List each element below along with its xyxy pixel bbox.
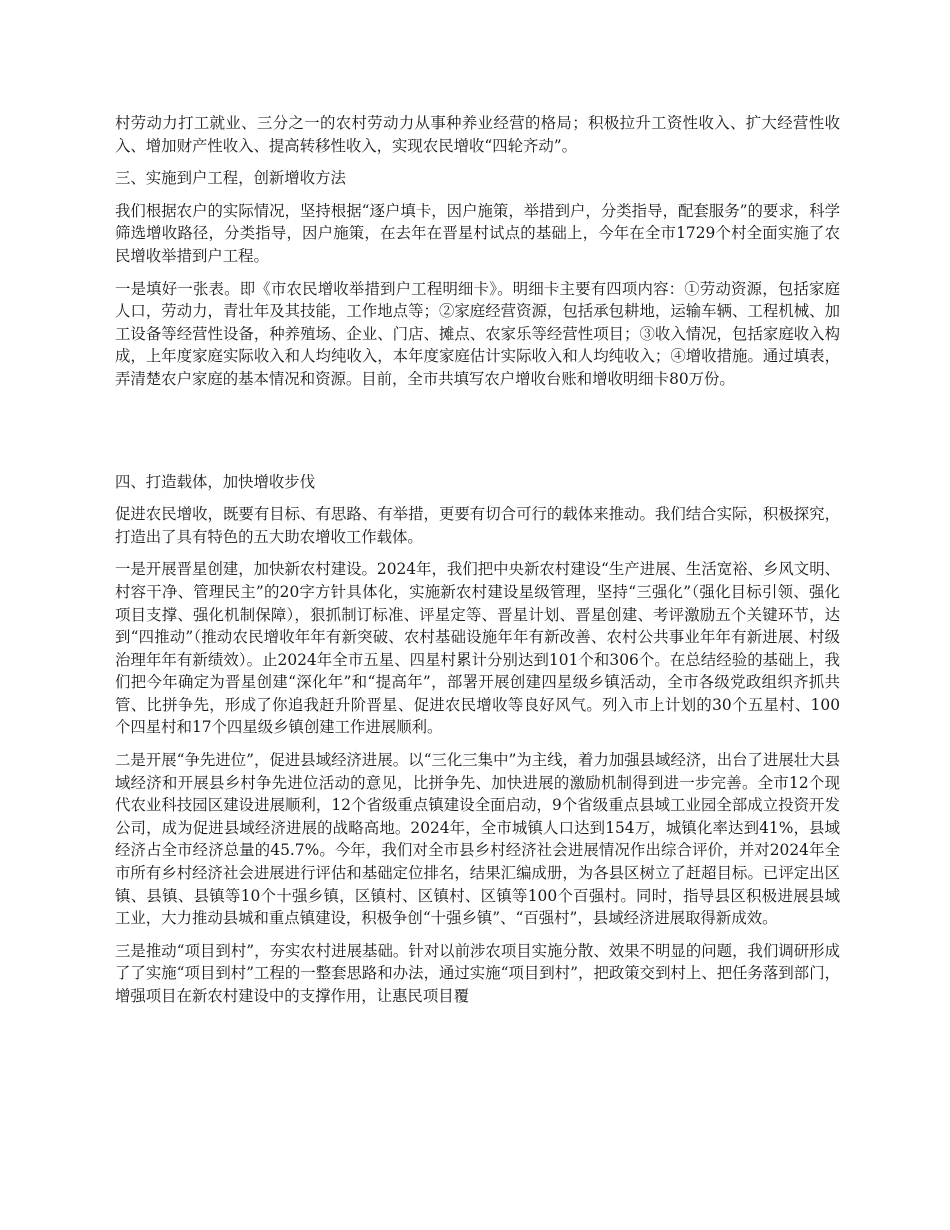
paragraph-county-economy: 二是开展“争先进位”，促进县域经济进展。以“三化三集中”为主线，着力加强县域经济，出台了进展壮大县域经济和开展县乡村争先进位活动的意见，比拼争先、加快进展的激励机制得到进一步完善。全市12个现代农业科技园区建设进展顺利，12个省级重点镇建设全面启动，9个省级重点县域工业园全部成立投资开发公司，成为促进县域经济进展的战略高地。2024年，全市城镇人口达到154万，城镇化率达到41%，县域经济占全市经济总量的45.7%。今年，我们对全市县乡村经济社会进展情况作出综合评价，并对2024年全市所有乡村经济社会进展进行评估和基础定位排名，结果汇编成册，为各县区树立了赶超目标。已评定出区镇、县镇、县镇等10个十强乡镇，区镇村、区镇村、区镇等100个百强村。同时，指导县区积极进展县域工业，大力推动县城和重点镇建设，积极争创“十强乡镇”、“百强村”，县域经济进展取得新成效。	[115, 751, 840, 928]
page-gap	[115, 401, 840, 471]
paragraph-projects-to-village: 三是推动“项目到村”，夯实农村进展基础。针对以前涉农项目实施分散、效果不明显的问题，我们调研形成了了实施“项目到村”工程的一整套思路和办法，通过实施“项目到村”，把政策交到村上、把任务落到部门，增强项目在新农村建设中的支撑作用，让惠民项目覆	[115, 941, 840, 1005]
paragraph-labor-structure: 村劳动力打工就业、三分之一的农村劳动力从事种养业经营的格局；积极拉升工资性收入、扩大经营性收入、增加财产性收入、提高转移性收入，实现农民增收“四轮齐动”。	[115, 114, 840, 155]
paragraph-detail-card: 一是填好一张表。即《市农民增收举措到户工程明细卡》。明细卡主要有四项内容：①劳动资源，包括家庭人口，劳动力，青壮年及其技能，工作地点等；②家庭经营资源，包括承包耕地，运输车辆、工程机械、加工设备等经营性设备，种养殖场、企业、门店、摊点、农家乐等经营性项目；③收入情况，包括家庭收入构成，上年度家庭实际收入和人均纯收入，本年度家庭估计实际收入和人均纯收入；④增收措施。通过填表，弄清楚农户家庭的基本情况和资源。目前，全市共填写农户增收台账和增收明细卡80万份。	[115, 279, 840, 388]
paragraph-star-village: 一是开展晋星创建，加快新农村建设。2024年，我们把中央新农村建设“生产进展、生活宽裕、乡风文明、村容干净、管理民主”的20字方针具体化，实施新农村建设星级管理，坚持“三强化”（强化目标引领、强化项目支撑、强化机制保障），狠抓制订标准、评星定等、晋星计划、晋星创建、考评激励五个关键环节，达到“四推动”（推动农民增收年年有新突破、农村基础设施年年有新改善、农村公共事业年年有新进展、村级治理年年有新绩效）。止2024年全市五星、四星村累计分别达到101个和306个。在总结经验的基础上，我们把今年确定为晋星创建“深化年”和“提高年”，部署开展创建四星级乡镇活动，全市各级党政组织齐抓共管、比拼争先，形成了你追我赶升阶晋星、促进农民增收等良好风气。列入市上计划的30个五星村、100个四星村和17个四星级乡镇创建工作进展顺利。	[115, 560, 840, 737]
section-heading-3: 三、实施到户工程，创新增收方法	[115, 169, 346, 188]
section-heading-4: 四、打造载体，加快增收步伐	[115, 472, 316, 491]
document-page	[115, 112, 840, 1018]
paragraph-carriers-intro: 促进农民增收，既要有目标、有思路、有举措，更要有切合可行的载体来推动。我们结合实际，积极探究，打造出了具有特色的五大助农增收工作载体。	[115, 505, 840, 546]
paragraph-household-approach: 我们根据农户的实际情况，坚持根据“逐户填卡，因户施策，举措到户，分类指导，配套服务”的要求，科学筛选增收路径，分类指导，因户施策，在去年在晋星村试点的基础上，今年在全市1729个村全面实施了农民增收举措到户工程。	[115, 201, 840, 265]
